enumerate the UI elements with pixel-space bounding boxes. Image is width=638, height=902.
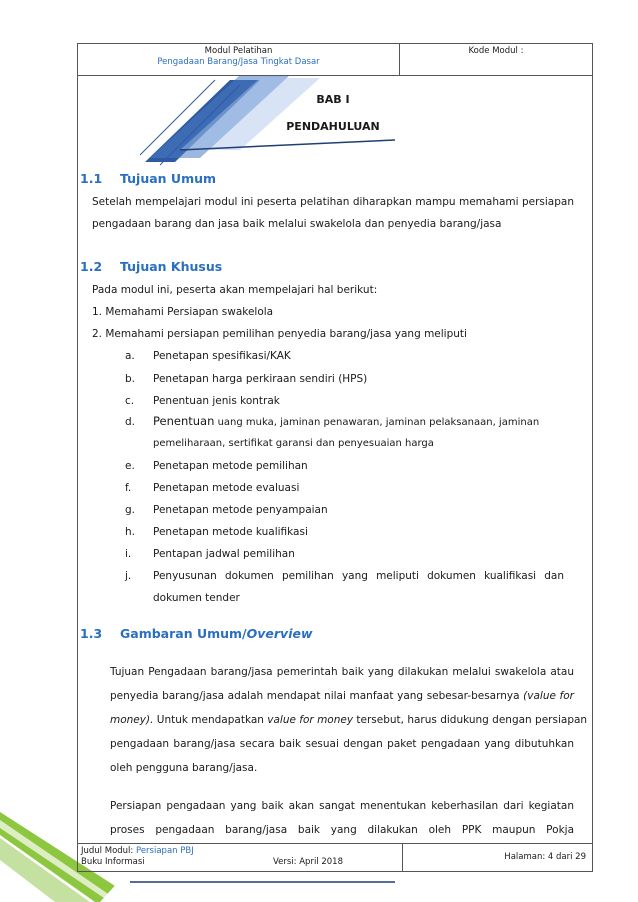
section-heading-1-1: [80, 171, 216, 186]
overview-p1-line-4: pengadaan barang/jasa secara baik sesuai dengan paket pengadaan yang dibutuhkan: [110, 738, 574, 750]
footer-title-value: Persiapan PBJ: [136, 846, 194, 856]
section-number: 1.3: [80, 626, 103, 641]
overview-p1-line-5: oleh pengguna barang/jasa.: [110, 762, 258, 774]
sub-item-letter: g.: [125, 504, 136, 516]
module-name: Pengadaan Barang/Jasa Tingkat Dasar: [157, 57, 320, 67]
footer-page-cell: [403, 844, 592, 871]
section-title: Gambaran Umum/: [120, 626, 247, 641]
section-title: Tujuan Khusus: [120, 259, 223, 274]
sub-item-b: Penetapan harga perkiraan sendiri (HPS): [153, 373, 368, 385]
section-title-italic: Overview: [246, 626, 313, 641]
chapter-title: PENDAHULUAN: [286, 120, 380, 133]
sub-item-d: [153, 414, 539, 428]
sub-item-f: Penetapan metode evaluasi: [153, 482, 300, 494]
sub-item-letter: d.: [125, 416, 136, 428]
sub-item-d-lead: Penentuan: [153, 414, 215, 428]
header-code-cell: [400, 44, 592, 75]
module-code-label: Kode Modul :: [468, 46, 524, 56]
section-title: Tujuan Umum: [120, 171, 217, 186]
overview-p1-line-3-text-b: tersebut, harus didukung dengan persiapan: [353, 714, 588, 726]
list-item-1: 1. Memahami Persiapan swakelola: [92, 306, 274, 318]
sub-item-h: Penetapan metode kualifikasi: [153, 526, 308, 538]
section-heading-1-3: [80, 626, 313, 641]
sub-item-letter: i.: [125, 548, 132, 560]
overview-p1-line-1: Tujuan Pengadaan barang/jasa pemerintah baik yang dilakukan melalui swakelola atau: [110, 666, 574, 678]
sub-item-d-rest: uang muka, jaminan penawaran, jaminan pelaksanaan, jaminan: [214, 417, 540, 428]
overview-p1-line-3: [110, 714, 588, 726]
section-number: 1.1: [80, 171, 103, 186]
section-1-2-intro: Pada modul ini, peserta akan mempelajari hal berikut:: [92, 284, 378, 296]
overview-italic-value-for-money: value for money: [267, 714, 354, 726]
sub-item-e: Penetapan metode pemilihan: [153, 460, 308, 472]
section-heading-1-2: [80, 259, 222, 274]
sub-item-letter: c.: [125, 395, 135, 407]
overview-p1-line-2: [110, 690, 574, 702]
sub-item-i: Pentapan jadwal pemilihan: [153, 548, 295, 560]
page-footer: [77, 843, 593, 872]
sub-item-letter: b.: [125, 373, 136, 385]
module-label: Modul Pelatihan: [204, 46, 273, 56]
sub-item-j-line-2: dokumen tender: [153, 592, 240, 604]
sub-item-letter: j.: [125, 570, 132, 582]
sub-item-g: Penetapan metode penyampaian: [153, 504, 328, 516]
footer-book: Buku Informasi: [81, 857, 145, 867]
overview-p1-line-2-text: penyedia barang/jasa adalah mendapat nilai manfaat yang sebesar-besarnya: [110, 690, 520, 702]
overview-p2-line-2: proses pengadaan barang/jasa baik yang dilakukan oleh PPK maupun Pokja: [110, 824, 574, 836]
sub-item-letter: a.: [125, 350, 135, 362]
overview-p1-line-3-text-a: Untuk mendapatkan: [153, 714, 268, 726]
footer-version: Versi: April 2018: [273, 857, 343, 867]
sub-item-j: Penyusunan dokumen pemilihan yang meliputi dokumen kualifikasi dan: [153, 570, 564, 582]
section-1-1-line-1: Setelah mempelajari modul ini peserta pelatihan diharapkan mampu memahami persiapan: [92, 196, 574, 208]
footer-title-label: Judul Modul:: [81, 846, 134, 856]
header-module-cell: [78, 44, 400, 75]
list-item-2: 2. Memahami persiapan pemilihan penyedia barang/jasa yang meliputi: [92, 328, 467, 340]
section-number: 1.2: [80, 259, 103, 274]
overview-italic-money: money).: [110, 714, 154, 726]
overview-p2-line-1: Persiapan pengadaan yang baik akan sangat menentukan keberhasilan dari kegiatan: [110, 800, 574, 812]
sub-item-a: Penetapan spesifikasi/KAK: [153, 350, 291, 362]
sub-item-d-line-2: pemeliharaan, sertifikat garansi dan penyesuaian harga: [153, 438, 434, 449]
chapter-number: BAB I: [316, 93, 350, 106]
footer-title-cell: [78, 844, 403, 871]
sub-item-c: Penentuan jenis kontrak: [153, 395, 280, 407]
page-header: [77, 43, 593, 76]
sub-item-letter: f.: [125, 482, 132, 494]
footer-title-line: [81, 846, 402, 857]
sub-item-letter: e.: [125, 460, 135, 472]
section-1-1-line-2: pengadaan barang dan jasa baik melalui swakelola dan penyedia barang/jasa: [92, 218, 502, 230]
sub-item-letter: h.: [125, 526, 135, 538]
overview-p1-line-2-italic: (value for: [523, 690, 574, 702]
page-number: Halaman: 4 dari 29: [504, 852, 586, 862]
